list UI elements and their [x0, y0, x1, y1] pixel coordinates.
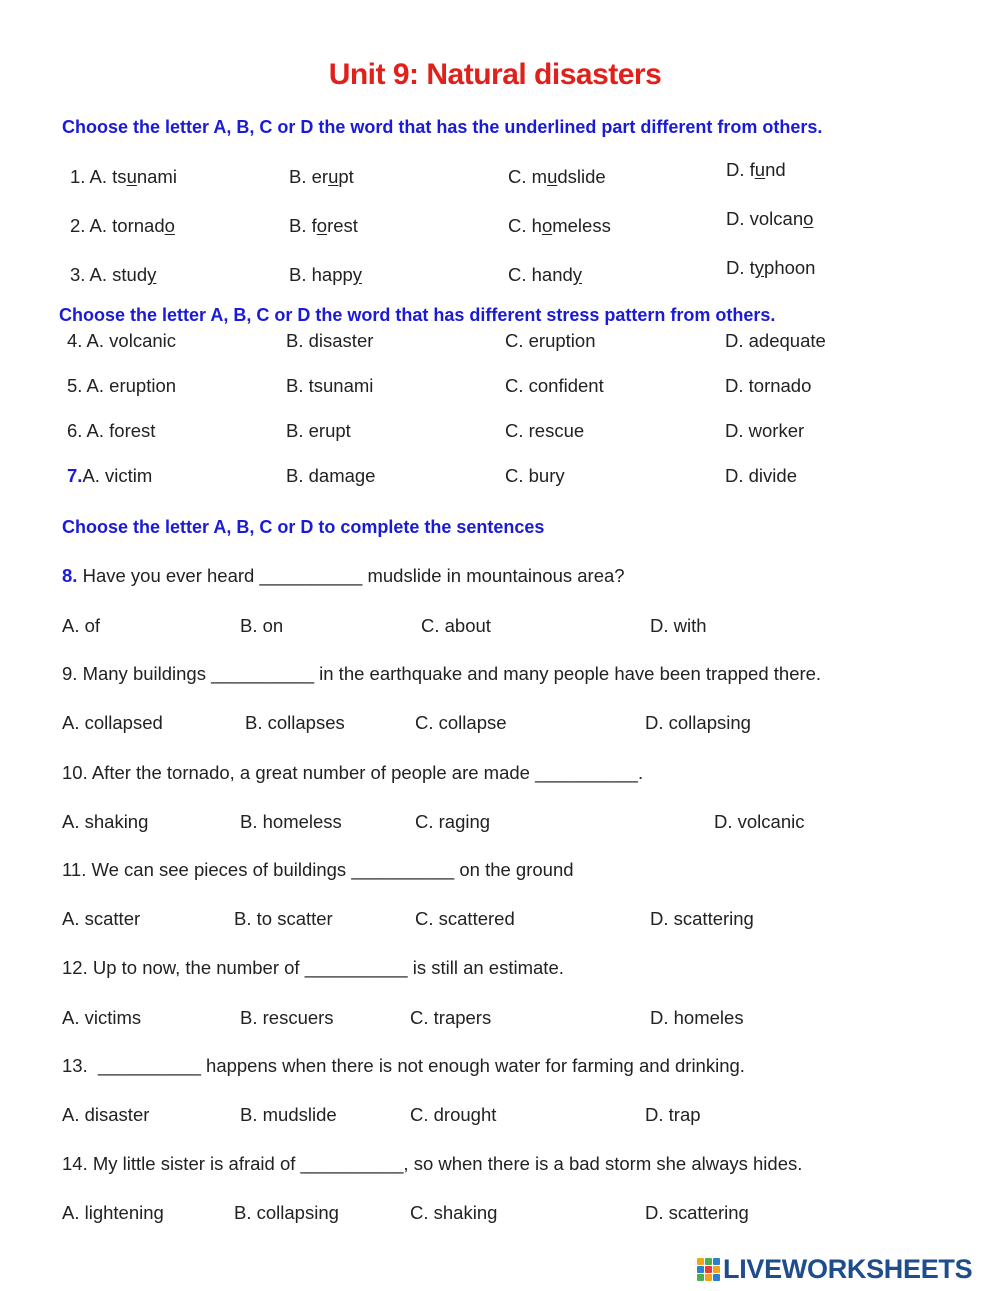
q8-number: 8.	[62, 565, 78, 586]
q12-option-d[interactable]: D. homeles	[650, 1007, 744, 1028]
q4-option-b[interactable]: B. disaster	[286, 330, 374, 351]
q2-option-b[interactable]: B. forest	[289, 215, 358, 236]
q11-option-b[interactable]: B. to scatter	[234, 908, 333, 929]
q3-option-a[interactable]: 3. A. study	[70, 264, 157, 285]
q12-option-c[interactable]: C. trapers	[410, 1007, 492, 1028]
q7-option-d[interactable]: D. divide	[725, 465, 797, 486]
liveworksheets-logo[interactable]	[697, 1252, 972, 1286]
q6-option-a[interactable]: 6. A. forest	[67, 420, 156, 441]
q11-option-d[interactable]: D. scattering	[650, 908, 754, 929]
logo-text: LIVEWORKSHEETS	[723, 1253, 973, 1284]
logo-grid-icon	[697, 1258, 720, 1281]
q10-option-a[interactable]: A. shaking	[62, 811, 149, 832]
q1-option-a[interactable]: 1. A. tsunami	[70, 166, 177, 187]
q5-option-a[interactable]: 5. A. eruption	[67, 375, 177, 396]
q3-option-c[interactable]: C. handy	[508, 264, 583, 285]
q5-option-b[interactable]: B. tsunami	[286, 375, 374, 396]
page-title: Unit 9: Natural disasters	[328, 58, 662, 91]
q13-option-b[interactable]: B. mudslide	[240, 1104, 337, 1125]
q11-option-a[interactable]: A. scatter	[62, 908, 141, 929]
q2-option-d[interactable]: D. volcano	[726, 208, 814, 229]
q13-option-c[interactable]: C. drought	[410, 1104, 497, 1125]
q9-option-d[interactable]: D. collapsing	[645, 712, 751, 733]
q10-question: 10. After the tornado, a great number of people are made __________.	[62, 762, 644, 783]
q10-option-b[interactable]: B. homeless	[240, 811, 342, 832]
q10-option-d[interactable]: D. volcanic	[714, 811, 805, 832]
q4-option-d[interactable]: D. adequate	[725, 330, 826, 351]
q8-option-d[interactable]: D. with	[650, 615, 707, 636]
q9-question: 9. Many buildings __________ in the earthquake and many people have been trapped there.	[62, 663, 822, 684]
q14-option-b[interactable]: B. collapsing	[234, 1202, 339, 1223]
q8-option-c[interactable]: C. about	[421, 615, 491, 636]
q5-option-d[interactable]: D. tornado	[725, 375, 812, 396]
q9-option-c[interactable]: C. collapse	[415, 712, 507, 733]
q11-option-c[interactable]: C. scattered	[415, 908, 515, 929]
q11-question: 11. We can see pieces of buildings __________ on the ground	[62, 859, 574, 880]
instruction-pronunciation: Choose the letter A, B, C or D the word that has the underlined part different from others.	[62, 117, 823, 137]
q14-option-a[interactable]: A. lightening	[62, 1202, 164, 1223]
q13-option-d[interactable]: D. trap	[645, 1104, 701, 1125]
q9-option-b[interactable]: B. collapses	[245, 712, 345, 733]
instruction-stress: Choose the letter A, B, C or D the word that has different stress pattern from others.	[59, 305, 776, 325]
q14-option-c[interactable]: C. shaking	[410, 1202, 498, 1223]
q13-question: 13. __________ happens when there is not enough water for farming and drinking.	[62, 1055, 745, 1076]
q2-option-a[interactable]: 2. A. tornado	[70, 215, 175, 236]
q3-option-b[interactable]: B. happy	[289, 264, 363, 285]
q6-option-b[interactable]: B. erupt	[286, 420, 351, 441]
q8-option-b[interactable]: B. on	[240, 615, 284, 636]
q4-option-a[interactable]: 4. A. volcanic	[67, 330, 177, 351]
q14-option-d[interactable]: D. scattering	[645, 1202, 749, 1223]
q1-option-d[interactable]: D. fund	[726, 159, 786, 180]
q6-option-c[interactable]: C. rescue	[505, 420, 585, 441]
q1-option-b[interactable]: B. erupt	[289, 166, 354, 187]
q3-option-d[interactable]: D. typhoon	[726, 257, 816, 278]
q8-option-a[interactable]: A. of	[62, 615, 101, 636]
q12-option-b[interactable]: B. rescuers	[240, 1007, 334, 1028]
q8-question: 8. Have you ever heard __________ mudslide in mountainous area?	[62, 565, 625, 586]
q7-option-b[interactable]: B. damage	[286, 465, 376, 486]
q10-option-c[interactable]: C. raging	[415, 811, 491, 832]
q6-option-d[interactable]: D. worker	[725, 420, 805, 441]
q7-option-a[interactable]: 7.A. victim	[67, 465, 153, 486]
q1-option-c[interactable]: C. mudslide	[508, 166, 606, 187]
q4-option-c[interactable]: C. eruption	[505, 330, 596, 351]
q13-option-a[interactable]: A. disaster	[62, 1104, 150, 1125]
q2-option-c[interactable]: C. homeless	[508, 215, 611, 236]
q7-option-c[interactable]: C. bury	[505, 465, 565, 486]
q12-question: 12. Up to now, the number of __________ is still an estimate.	[62, 957, 564, 978]
q5-option-c[interactable]: C. confident	[505, 375, 604, 396]
q9-option-a[interactable]: A. collapsed	[62, 712, 163, 733]
q14-question: 14. My little sister is afraid of __________, so when there is a bad storm she always hides.	[62, 1153, 803, 1174]
instruction-sentences: Choose the letter A, B, C or D to complete the sentences	[62, 517, 545, 537]
q12-option-a[interactable]: A. victims	[62, 1007, 142, 1028]
q7-number: 7.	[67, 465, 83, 486]
